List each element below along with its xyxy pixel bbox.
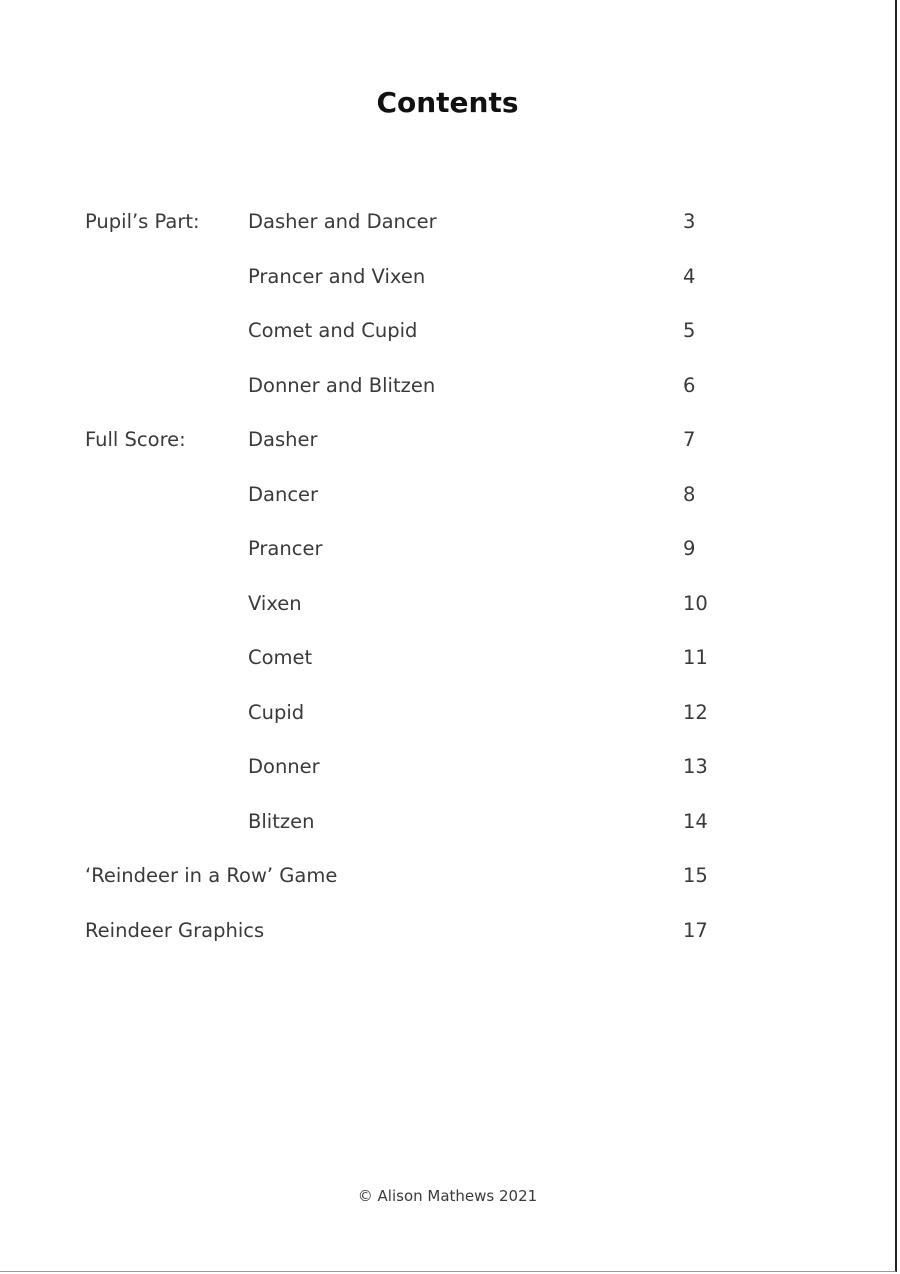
toc-page-number: 9 xyxy=(683,537,696,560)
toc-page-number: 17 xyxy=(683,918,708,942)
toc-page-number: 8 xyxy=(683,482,696,506)
toc-entry-title: Dancer xyxy=(248,482,319,506)
toc-entry-title: Prancer xyxy=(248,537,323,560)
toc-entry-title: Dasher and Dancer xyxy=(248,210,437,233)
toc-entry-title: Donner xyxy=(248,755,320,778)
toc-row xyxy=(0,203,897,258)
toc-row xyxy=(0,585,897,640)
toc-row xyxy=(0,367,897,422)
toc-row xyxy=(0,912,897,967)
toc-section-label: ‘Reindeer in a Row’ Game xyxy=(85,864,338,887)
toc-row xyxy=(0,803,897,858)
toc-row xyxy=(0,639,897,694)
toc-page-number: 15 xyxy=(683,864,708,887)
toc-page-number: 4 xyxy=(683,264,696,288)
toc-row xyxy=(0,476,897,531)
toc-row xyxy=(0,312,897,367)
toc-entry-title: Comet and Cupid xyxy=(248,319,418,342)
toc-entry-title: Dasher xyxy=(248,428,318,451)
toc-page-number: 10 xyxy=(683,591,708,615)
toc-page-number: 3 xyxy=(683,210,696,233)
page-title: Contents xyxy=(376,86,519,119)
toc-page-number: 5 xyxy=(683,319,696,342)
toc-page-number: 13 xyxy=(683,755,708,778)
toc-entry-title: Prancer and Vixen xyxy=(248,264,426,288)
toc-section-label: Pupil’s Part: xyxy=(85,210,200,233)
toc-row xyxy=(0,748,897,803)
toc-row xyxy=(0,421,897,476)
copyright-notice: © Alison Mathews 2021 xyxy=(357,1187,538,1205)
toc-page-number: 7 xyxy=(683,428,696,451)
toc-page-number: 6 xyxy=(683,373,696,397)
table-of-contents xyxy=(0,203,897,966)
toc-entry-title: Vixen xyxy=(248,591,302,615)
toc-page-number: 11 xyxy=(683,646,708,669)
toc-row xyxy=(0,694,897,749)
toc-section-label: Reindeer Graphics xyxy=(85,918,265,942)
toc-entry-title: Comet xyxy=(248,646,313,669)
toc-section-label: Full Score: xyxy=(85,428,186,451)
toc-row xyxy=(0,857,897,912)
toc-page-number: 12 xyxy=(683,700,708,724)
toc-entry-title: Donner and Blitzen xyxy=(248,373,436,397)
toc-row xyxy=(0,530,897,585)
toc-entry-title: Blitzen xyxy=(248,809,315,833)
toc-row xyxy=(0,258,897,313)
toc-page-number: 14 xyxy=(683,809,708,833)
toc-entry-title: Cupid xyxy=(248,700,305,724)
